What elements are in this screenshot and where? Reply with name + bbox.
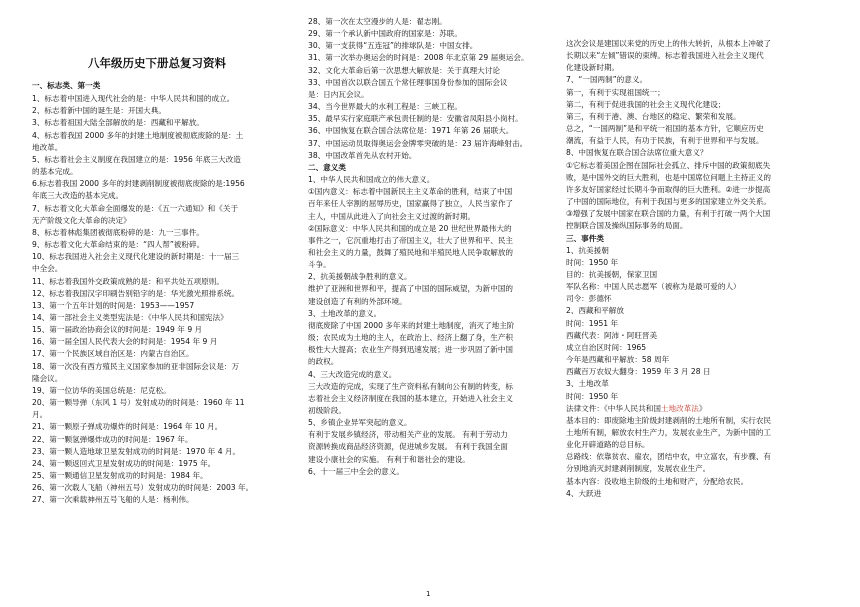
- text-line: 斗争。: [308, 260, 331, 270]
- text-line: 15、第一届政治协商会议的时间是：1949 年 9 月: [32, 325, 203, 335]
- text-line: 是：日内瓦会议。: [308, 89, 369, 99]
- text-line: 19、第一位访华的美国总统是：尼克松。: [32, 385, 171, 395]
- text-line: 主人，中国从此进入了向社会主义过渡的新时期。: [308, 211, 476, 221]
- text-line: 23、第一颗人造地球卫星发射成功的时间是：1970 年 4 月。: [32, 446, 241, 456]
- text-line: 地改革。: [32, 142, 63, 152]
- column-left: [32, 80, 290, 506]
- text-line: 中全会。: [32, 264, 63, 274]
- section-heading: 三、事件类: [566, 233, 604, 243]
- text-line: 3、土地改革的意义。: [308, 308, 382, 318]
- section-heading: 一、标志类、第一类: [32, 81, 101, 90]
- text-line: 26、第一次载人飞船（神州五号）发射成功的时间是：2003 年。: [32, 483, 254, 493]
- text-line: 化建设新时期。: [566, 63, 620, 73]
- text-line: 军队名称：中国人民志愿军（被称为是最可爱的人）: [566, 282, 741, 292]
- text-line: 12、标志着我国汉字印刷告别铅字的是：华光激光照排系统。: [32, 288, 240, 298]
- text-line: 三大改造的完成，实现了生产资料私有制向公有制的转变，标: [308, 381, 514, 391]
- text-line: 8、中国恢复在联合国合法席位重大意义？: [566, 148, 708, 158]
- page-number: 1: [426, 590, 431, 598]
- text-line: 控制联合国及操纵国际事务的局面。: [566, 221, 688, 231]
- text-line: 许多友好国家经过长期斗争而取得的巨大胜利。②进一步提高: [566, 184, 771, 194]
- text-line: 4、标志着我国 2000 多年的封建土地制度被彻底废除的是：土: [32, 130, 244, 140]
- text-line: 和社会主义的力量，鼓舞了殖民地和半殖民地人民争取解放的: [308, 247, 514, 257]
- text-line: 败，是中国外交的巨大胜利，也是中国席位问题上主持正义的: [566, 172, 772, 182]
- text-line: ①国内意义：标志着中国新民主主义革命的胜利，结束了中国: [308, 187, 513, 197]
- text-line: 西藏百万农奴大翻身：1959 年 3 月 28 日: [566, 367, 711, 377]
- text-line: 2、抗美援朝战争胜利的意义。: [308, 272, 412, 282]
- text-line: 土地所有制，解放农村生产力，发展农业生产，为新中国的工: [566, 428, 772, 437]
- text-line: 有利于发展乡镇经济，带动相关产业的发展。 有利于劳动力: [308, 430, 508, 440]
- text-line: 38、中国改革首先从农村开始。: [308, 150, 417, 160]
- column-right: [566, 38, 834, 500]
- text-line: ①它标志着美国企图在国际社会孤立、排斥中国的政策彻底失: [566, 160, 771, 170]
- text-line: 1、抗美援朝: [566, 245, 609, 255]
- text-line: 20、第一颗导弹（东风 1 号）发射成功的时间是：1960 年 11: [32, 398, 245, 408]
- text-line: 总路线：依靠贫农、雇农，团结中农，中立富农，有步骤、有: [566, 452, 772, 462]
- text-line: 3、土地改革: [566, 379, 609, 389]
- text-line: 业化开辟道路的总目标。: [566, 440, 650, 450]
- text-line: 西藏代表：阿沛・阿旺晋美: [566, 330, 658, 340]
- text-line: 成立自治区时间：1965: [566, 342, 647, 352]
- text-line: 法律文件：《中华人民共和国土地改革法》: [566, 403, 707, 413]
- section-heading: 二、意义类: [308, 162, 346, 172]
- text-line: 第三，有利于港、澳、台地区的稳定、繁荣和发展。: [566, 111, 741, 121]
- text-line: 13、第一个五年计划的时间是：1953——1957: [32, 300, 195, 310]
- page-title: 八年级历史下册总复习资料: [88, 56, 226, 70]
- text-line: 百年来任人宰割的屈辱历史，国家赢得了独立，人民当家作了: [308, 199, 514, 209]
- text-line: 5、标志着社会主义制度在我国建立的是：1956 年底三大改造: [32, 154, 241, 164]
- text-line: 月。: [32, 410, 48, 420]
- text-line: 长期以来“左倾”错误的束缚。标志着我国进入社会主义现代: [566, 51, 764, 61]
- text-line: ②国际意义：中华人民共和国的成立是 20 世纪世界最伟大的: [308, 223, 512, 233]
- text-line: 7、“一国两制”的意义。: [566, 75, 648, 85]
- text-line: 5、乡镇企业异军突起的意义。: [308, 418, 412, 428]
- text-line: 2、标志着新中国的诞生是：开国大典。: [32, 106, 166, 116]
- text-line: 16、第一届全国人民代表大会的时间是：1954 年 9 月: [32, 337, 218, 347]
- text-line: 11、标志着我国外交政策成熟的是：和平共处五项原则。: [32, 276, 224, 286]
- text-line: 年底三大改造的基本完成。: [32, 191, 124, 201]
- text-line: 建设创造了有利的外部环境。: [308, 296, 407, 306]
- column-middle: [308, 16, 560, 478]
- text-line: 维护了亚洲和世界和平，提高了中国的国际威望，为新中国的: [308, 284, 514, 294]
- text-line: 30、第一支获得“五连冠”的排球队是：中国女排。: [308, 41, 478, 51]
- text-line: 2、西藏和平解放: [566, 306, 624, 316]
- text-line: 33、中国首次以联合国五个常任理事国身份参加的国际会议: [308, 77, 508, 87]
- text-line: 36、中国恢复在联合国合法席位是：1971 年第 26 届联大。: [308, 126, 514, 136]
- text-line: 3、标志着祖国大陆全部解放的是：西藏和平解放。: [32, 118, 204, 128]
- text-line: 的基本完成。: [32, 167, 78, 177]
- text-line: 潮流，有益于人民，有功于民族，有利于世界和平与发展。: [566, 136, 764, 146]
- text-line: 29、第一个承认新中国政府的国家是：苏联。: [308, 29, 462, 39]
- text-line: 第一，有利于实现祖国统一；: [566, 87, 665, 97]
- text-line: 7、标志着文化大革命全面爆发的是：《五一六通知》和《关于: [32, 203, 239, 213]
- text-line: 司令：彭德怀: [566, 294, 612, 304]
- text-line: 34、当今世界最大的水利工程是：三峡工程。: [308, 102, 462, 112]
- text-line: 事件之一，它沉重地打击了帝国主义，壮大了世界和平、民主: [308, 235, 514, 245]
- text-line: 24、第一颗返回式卫星发射成功的时间是：1975 年。: [32, 458, 216, 468]
- text-line: 建设小康社会的实施。 有利于和谐社会的建设。: [308, 454, 470, 464]
- text-line: 基本目的：即废除地主阶级封建剥削的土地所有制，实行农民: [566, 415, 772, 425]
- text-line: 时间：1950 年: [566, 391, 619, 401]
- text-line: 17、第一个民族区域自治区是：内蒙古自治区。: [32, 349, 194, 359]
- text-line: 4、三大改造完成的意义。: [308, 369, 397, 379]
- text-line: 今年是西藏和平解放：58 周年: [566, 355, 670, 365]
- text-line: 27、第一次乘载神州五号飞船的人是：杨利伟。: [32, 495, 194, 505]
- text-line: 6、十一届三中全会的意义。: [308, 466, 404, 476]
- text-line: 目的：抗美援朝，保家卫国: [566, 269, 658, 279]
- text-line: 4、大跃进: [566, 488, 602, 498]
- text-line: 无产阶级文化大革命的决定》: [32, 215, 131, 225]
- text-line: 8、标志着林彪集团被彻底粉碎的是：九一三事件。: [32, 227, 204, 237]
- text-line: 37、中国运动员取得奥运会金牌零突破的是：23 届许海峰射击。: [308, 138, 528, 148]
- text-line: ③增强了发展中国家在联合国的力量，有利于打破一两个大国: [566, 209, 771, 219]
- text-line: 极性大大提高；农业生产得到迅速发展；进一步巩固了新中国: [308, 345, 514, 355]
- text-line: 9、标志着文化大革命结束的是：“四人帮”被粉碎。: [32, 240, 205, 250]
- text-line: 时间：1950 年: [566, 257, 619, 267]
- text-line: 级；农民成为土地的主人，在政治上、经济上翻了身，生产积: [308, 333, 514, 343]
- text-line: 32、文化大革命后第一次思想大解放是：关于真理大讨论: [308, 65, 500, 75]
- text-line: 21、第一颗原子弹成功爆炸的时间是：1964 年 10 月。: [32, 422, 223, 432]
- text-line: 1、中华人民共和国成立的伟大意义。: [308, 175, 435, 185]
- text-line: 志着社会主义经济制度在我国的基本建立，开始进入社会主义: [308, 393, 514, 403]
- text-line: 总之，“一国两制”是和平统一祖国的基本方针，它顺应历史: [566, 124, 764, 134]
- text-line: 的政权。: [308, 357, 339, 367]
- text-line: 彻底废除了中国 2000 多年来的封建土地制度，消灭了地主阶: [308, 320, 515, 330]
- text-line: 这次会议是建国以来党的历史上的伟大转折，从根本上冲破了: [566, 39, 772, 48]
- text-line: 28、第一次在太空漫步的人是：翟志刚。: [308, 17, 447, 26]
- text-line: 基本内容：没收地主阶级的土地和财产，分配给农民。: [566, 476, 749, 486]
- text-line: 31、第一次举办奥运会的时间是：2008 年北京第 29 届奥运会。: [308, 53, 529, 63]
- text-line: 隆会议。: [32, 373, 63, 383]
- text-line: 1、标志着中国进入现代社会的是：中华人民共和国的成立。: [32, 94, 235, 104]
- text-line: 18、第一次没有西方殖民主义国家参加的亚非国际会议是：万: [32, 361, 240, 371]
- text-line: 35、最早实行家庭联产承包责任制的是：安徽省凤阳县小岗村。: [308, 114, 523, 124]
- text-line: 14、第一部社会主义类型宪法是：《中华人民共和国宪法》: [32, 312, 228, 322]
- text-line: 25、第一颗通信卫星发射成功的时间是：1984 年。: [32, 471, 208, 480]
- text-line: 10、标志我国进入社会主义现代化建设的新时期是：十一届三: [32, 252, 240, 262]
- text-line: 资源转换成商品经济资源，促进城乡发展。 有利于我国全面: [308, 442, 508, 452]
- text-line: 时间：1951 年: [566, 318, 619, 328]
- text-line: 第二，有利于促进我国的社会主义现代化建设；: [566, 99, 726, 109]
- text-line: 22、第一颗氢弹爆炸成功的时间是：1967 年。: [32, 434, 193, 444]
- text-line: 6.标志着我国 2000 多年的封建剥削制度被彻底废除的是:1956: [32, 179, 245, 189]
- text-line: 分别地消灭封建剥削制度，发展农业生产。: [566, 464, 711, 474]
- text-line: 初级阶段。: [308, 406, 346, 415]
- text-line: 了中国的国际地位，有利于我国与更多的国家建立外交关系。: [566, 197, 772, 207]
